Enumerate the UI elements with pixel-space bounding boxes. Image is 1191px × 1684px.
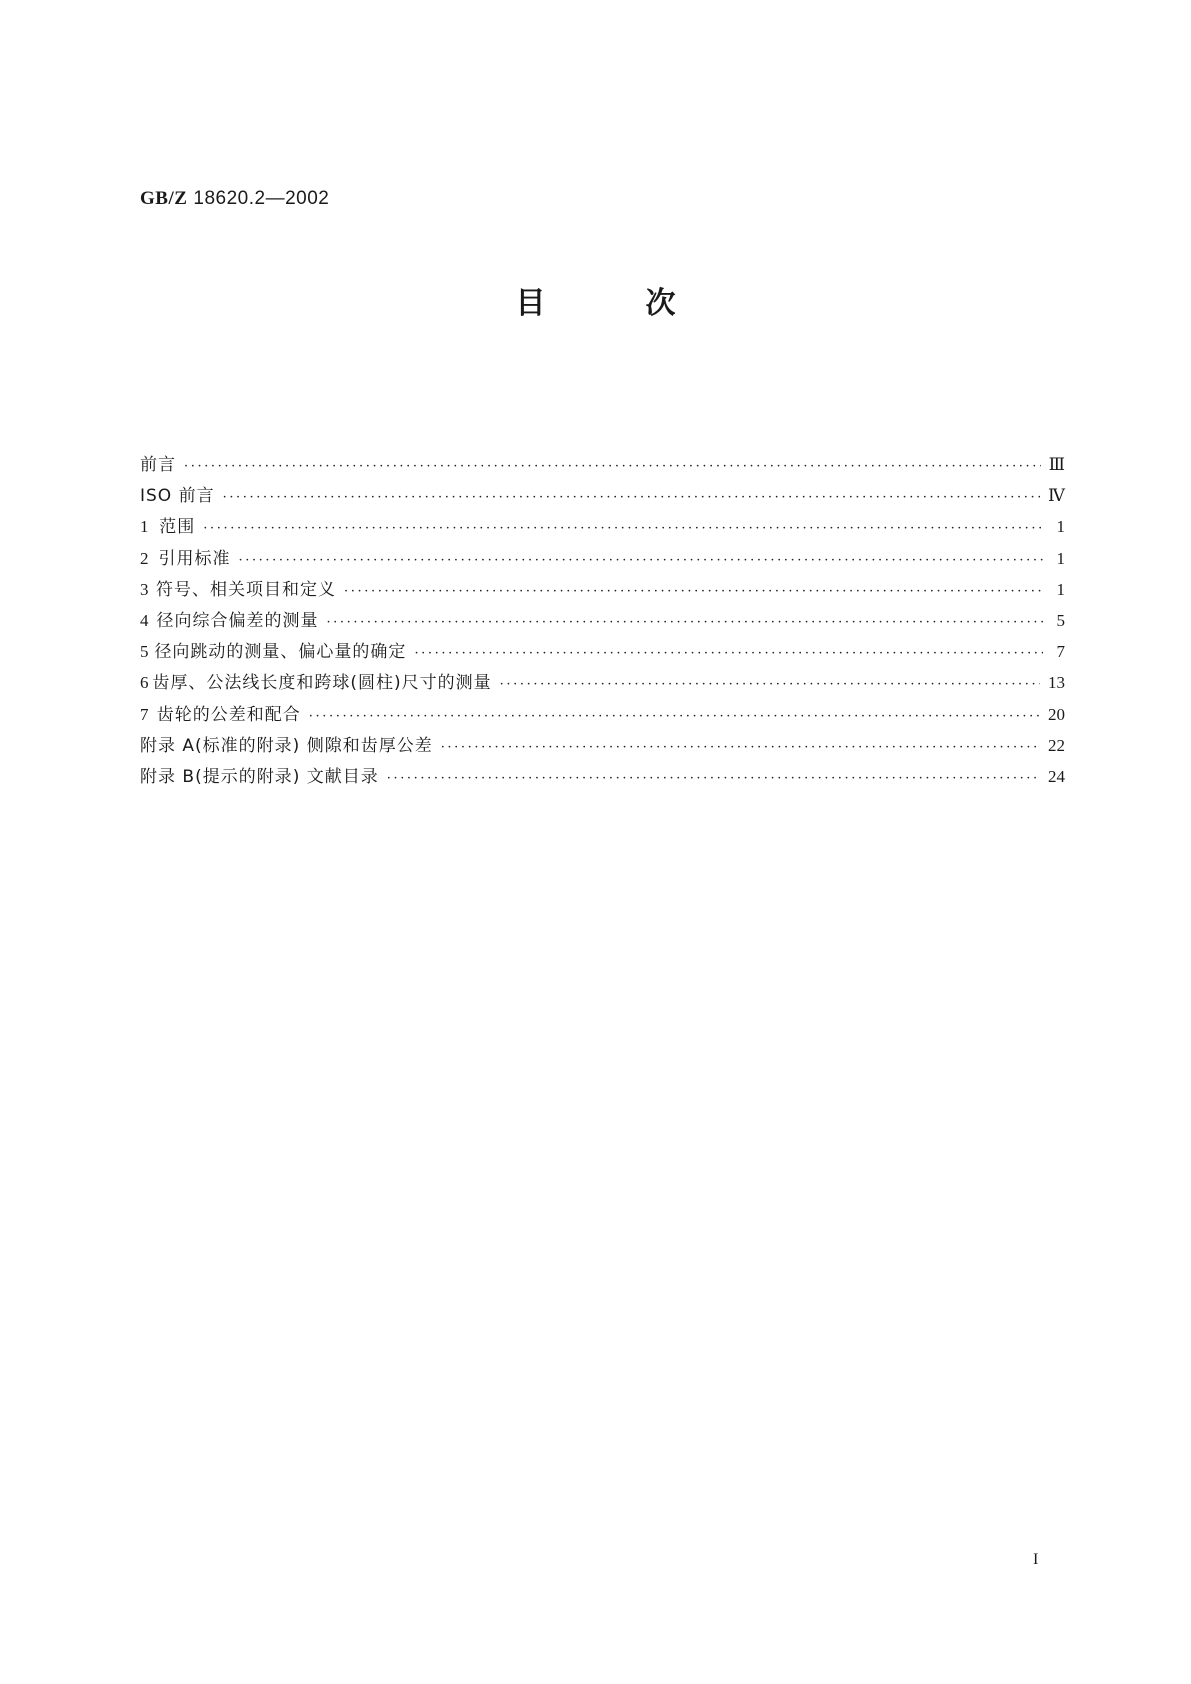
toc-entry-label: 前言 <box>140 455 176 475</box>
toc-entry-label: 径向综合偏差的测量 <box>156 610 319 631</box>
toc-dot-leader <box>238 545 1043 576</box>
toc-entry-label: 附录 B(提示的附录) 文献目录 <box>140 766 379 787</box>
toc-entry-runout-eccentricity[interactable] <box>140 636 1065 667</box>
toc-entry-label: 引用标准 <box>158 548 231 569</box>
toc-entry-tooth-thickness[interactable] <box>140 667 1065 698</box>
toc-section-number: 5 <box>140 642 149 662</box>
toc-entry-label: ISO 前言 <box>140 486 215 507</box>
document-code: 18620.2—2002 <box>193 188 330 209</box>
toc-section-number: 3 <box>140 579 149 599</box>
toc-entry-label: 径向跳动的测量、偏心量的确定 <box>154 642 407 663</box>
toc-dot-leader <box>344 576 1043 607</box>
toc-section-number: 1 <box>140 517 149 537</box>
toc-entry-label: 符号、相关项目和定义 <box>156 579 337 600</box>
toc-page-number: 20 <box>1048 704 1065 724</box>
toc-dot-leader <box>184 451 1041 482</box>
toc-dot-leader <box>500 669 1040 700</box>
toc-entry-foreword[interactable] <box>140 449 1065 480</box>
page-title-char-2: 次 <box>645 286 676 321</box>
toc-dot-leader <box>387 763 1040 794</box>
toc-dot-leader <box>309 701 1040 732</box>
toc-entry-label: 范围 <box>159 517 196 538</box>
toc-dot-leader <box>441 732 1040 763</box>
toc-entry-radial-composite-deviation[interactable] <box>140 605 1065 636</box>
page-title-char-1: 目 <box>515 286 546 321</box>
toc-dot-leader <box>223 482 1040 513</box>
toc-section-number: 7 <box>140 704 149 724</box>
toc-entry-normative-references[interactable] <box>140 543 1065 574</box>
toc-entry-label: 齿轮的公差和配合 <box>156 704 301 725</box>
toc-dot-leader <box>203 513 1043 544</box>
toc-entry-label: 齿厚、公法线长度和跨球(圆柱)尺寸的测量 <box>152 673 492 694</box>
toc-section-number: 6 <box>140 673 149 693</box>
document-number <box>140 188 329 210</box>
document-prefix: GB/Z <box>140 188 188 209</box>
page-folio: I <box>1033 1551 1039 1568</box>
toc-dot-leader <box>326 607 1043 638</box>
toc-entry-annex-b[interactable] <box>140 761 1065 792</box>
page-title <box>0 278 1191 322</box>
toc-page-number: 7 <box>1056 642 1065 662</box>
toc-entry-iso-foreword[interactable] <box>140 480 1065 511</box>
toc-page-number: 1 <box>1056 579 1065 599</box>
toc-entry-annex-a[interactable] <box>140 730 1065 761</box>
toc-page-number: 1 <box>1056 548 1065 568</box>
toc-entry-symbols-definitions[interactable] <box>140 574 1065 605</box>
toc-page-number: Ⅲ <box>1048 455 1065 474</box>
toc-section-number: 4 <box>140 610 149 630</box>
toc-entry-tolerances-fits[interactable] <box>140 699 1065 730</box>
toc-page-number: 13 <box>1048 673 1065 693</box>
toc-page-number: 24 <box>1048 766 1065 786</box>
toc-page-number: Ⅳ <box>1048 486 1065 506</box>
toc-entry-label: 附录 A(标准的附录) 侧隙和齿厚公差 <box>140 735 433 756</box>
toc-page-number: 1 <box>1056 517 1065 537</box>
toc-dot-leader <box>414 638 1043 669</box>
toc-page-number: 22 <box>1048 735 1065 755</box>
toc-page-number: 5 <box>1056 610 1065 630</box>
toc-section-number: 2 <box>140 548 149 568</box>
toc-entry-scope[interactable] <box>140 511 1065 542</box>
table-of-contents <box>140 449 1065 792</box>
